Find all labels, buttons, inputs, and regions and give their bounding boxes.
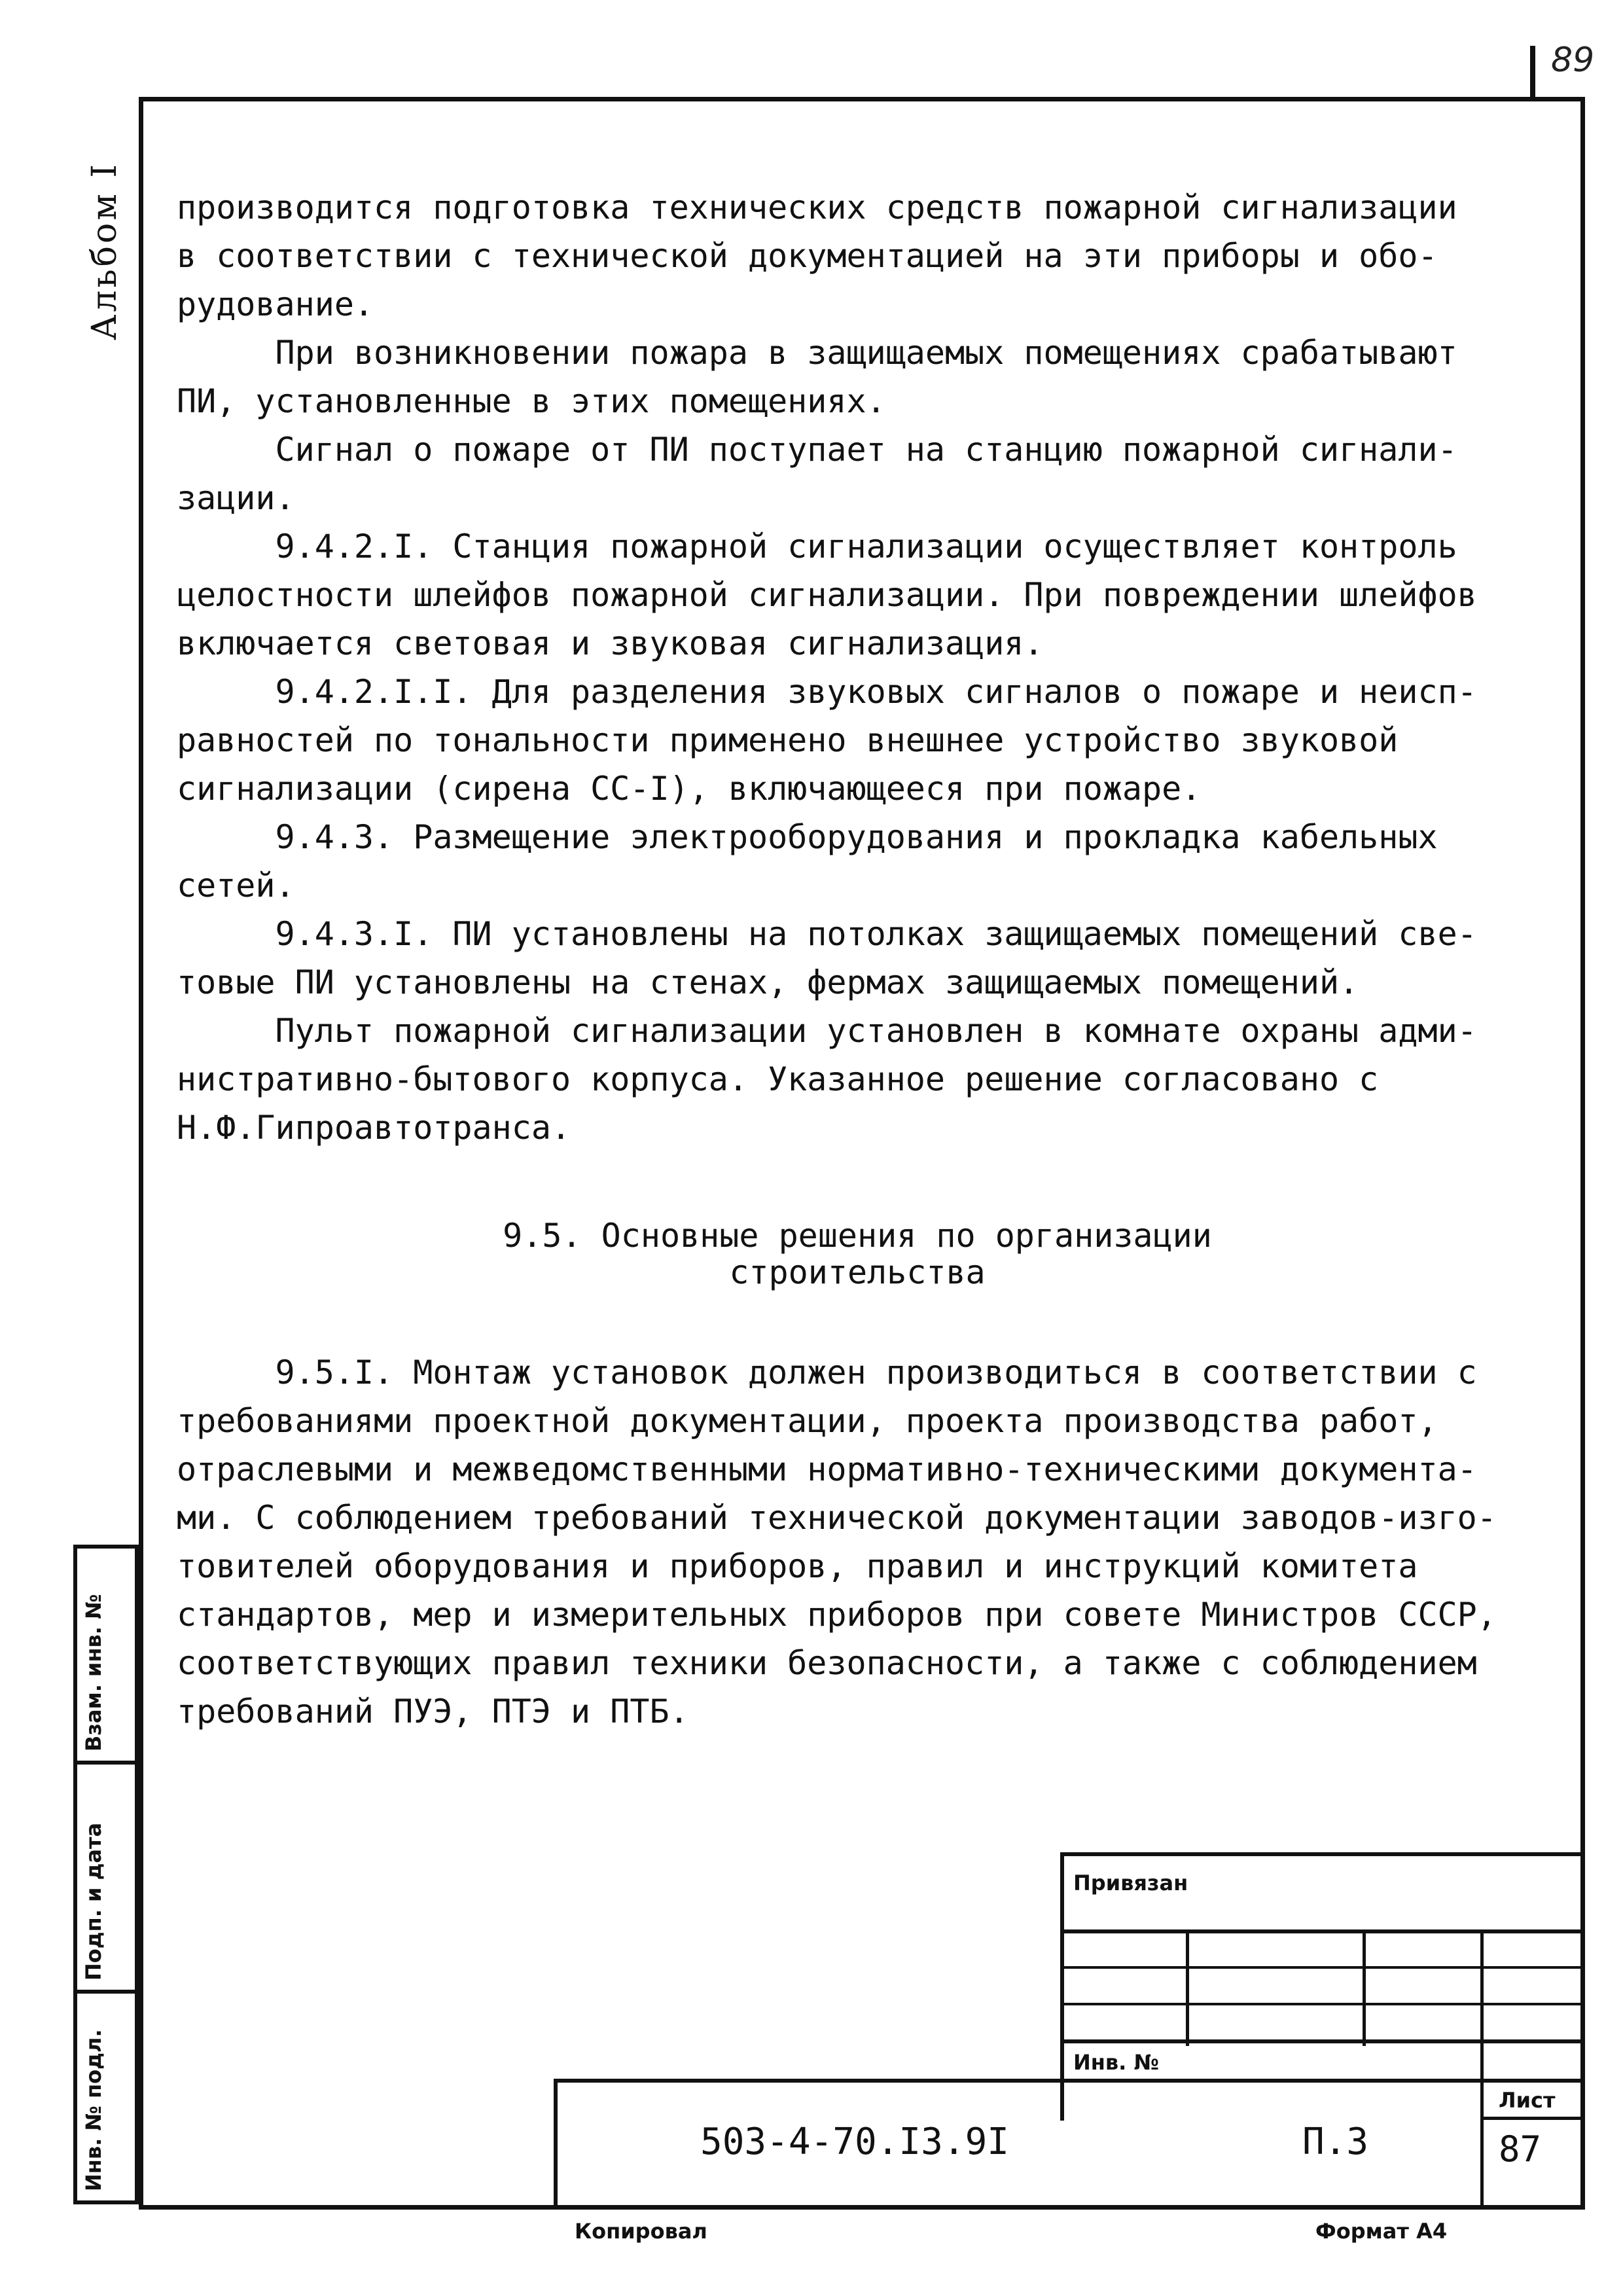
text-line: рудование. [177, 285, 374, 323]
tb-line-list-divider [1480, 2117, 1585, 2120]
tb-line-top [1060, 1852, 1585, 1856]
tb-line-row3 [1060, 2003, 1585, 2005]
text-line: зации. [177, 479, 295, 517]
tb-line-row4 [1060, 2039, 1585, 2043]
tb-line-col2 [1363, 1929, 1366, 2046]
stamp-label-podp: Подп. и дата [81, 1822, 106, 1981]
section-heading-line2: строительства [729, 1253, 986, 1291]
tb-label-privyazan: Привязан [1073, 1871, 1188, 1895]
side-stamp [73, 1545, 139, 2204]
text-line: Н.Ф.Гипроавтотранса. [177, 1109, 571, 1147]
tb-line-col3 [1480, 1929, 1484, 2210]
body-text-bottom [177, 1348, 1551, 1736]
text-line: требований ПУЭ, ПТЭ и ПТБ. [177, 1693, 689, 1731]
text-line: стандартов, мер и измерительных приборов при совете Министров СССР, [177, 1596, 1497, 1634]
corner-mark [1530, 46, 1535, 101]
section-heading-line1: 9.5. Основные решения по организации [503, 1217, 1212, 1255]
text-line: нистративно-бытового корпуса. Указанное решение согласовано с [177, 1060, 1379, 1098]
text-line: требованиями проектной документации, проекта производства работ, [177, 1402, 1438, 1440]
text-line: сетей. [177, 867, 295, 905]
stamp-cell-inv [77, 1994, 135, 2200]
tb-label-inv-no: Инв. № [1073, 2050, 1159, 2075]
text-line: 9.5.I. Монтаж установок должен производиться в соответствии с [177, 1354, 1477, 1391]
text-line: Сигнал о пожаре от ПИ поступает на станцию пожарной сигнали- [177, 431, 1457, 469]
text-line: ПИ, установленные в этих помещениях. [177, 382, 886, 420]
text-line: соответствующих правил техники безопасности, а также с соблюдением [177, 1644, 1477, 1682]
text-line: 9.4.2.I.I. Для разделения звуковых сигналов о пожаре и неисп- [177, 673, 1477, 711]
tb-line-row1 [1060, 1929, 1585, 1933]
stamp-cell-vzam [77, 1549, 135, 1765]
text-line: равностей по тональности применено внешнее устройство звуковой [177, 721, 1399, 759]
body-text-top [177, 183, 1538, 1152]
text-line: включается световая и звуковая сигнализация. [177, 624, 1044, 662]
text-line: товые ПИ установлены на стенах, фермах защищаемых помещений. [177, 963, 1359, 1001]
text-line: 9.4.2.I. Станция пожарной сигнализации осуществляет контроль [177, 528, 1457, 565]
text-line: Пульт пожарной сигнализации установлен в комнате охраны адми- [177, 1012, 1477, 1050]
sheet-reference: П.3 [1302, 2121, 1369, 2163]
page-number: 89 [1551, 41, 1595, 80]
stamp-label-inv: Инв. № подл. [81, 2029, 106, 2191]
text-line: отраслевыми и межведомственными нормативно-техническими документа- [177, 1450, 1477, 1488]
text-line: товителей оборудования и приборов, правил и инструкций комитета [177, 1547, 1418, 1585]
footer-format: Формат А4 [1315, 2219, 1448, 2244]
text-line: 9.4.3. Размещение электрооборудования и прокладка кабельных [177, 818, 1438, 856]
stamp-label-vzam: Взам. инв. № [81, 1594, 106, 1751]
text-line: ми. С соблюдением требований технической документации заводов-изго- [177, 1499, 1497, 1537]
tb-line-main-top [554, 2079, 1585, 2083]
text-line: сигнализации (сирена СС-I), включающееся при пожаре. [177, 770, 1202, 808]
tb-line-main-left [554, 2079, 558, 2210]
text-line: При возникновении пожара в защищаемых помещениях срабатывают [177, 334, 1457, 372]
text-line: производится подготовка технических средств пожарной сигнализации [177, 188, 1457, 226]
album-label: Альбом I [85, 162, 124, 340]
section-heading [177, 1217, 1538, 1291]
footer-kopiroval: Копировал [575, 2219, 707, 2244]
document-code: 503-4-70.I3.9I [700, 2121, 1010, 2163]
tb-line-row2 [1060, 1966, 1585, 1969]
tb-line-col1 [1186, 1929, 1189, 2046]
stamp-cell-podp [77, 1765, 135, 1994]
sheet-number: 87 [1499, 2128, 1542, 2170]
text-line: 9.4.3.I. ПИ установлены на потолках защищаемых помещений све- [177, 915, 1477, 953]
tb-label-list: Лист [1499, 2088, 1556, 2113]
text-line: в соответствии с технической документацией на эти приборы и обо- [177, 237, 1438, 275]
text-line: целостности шлейфов пожарной сигнализации. При повреждении шлейфов [177, 576, 1477, 614]
